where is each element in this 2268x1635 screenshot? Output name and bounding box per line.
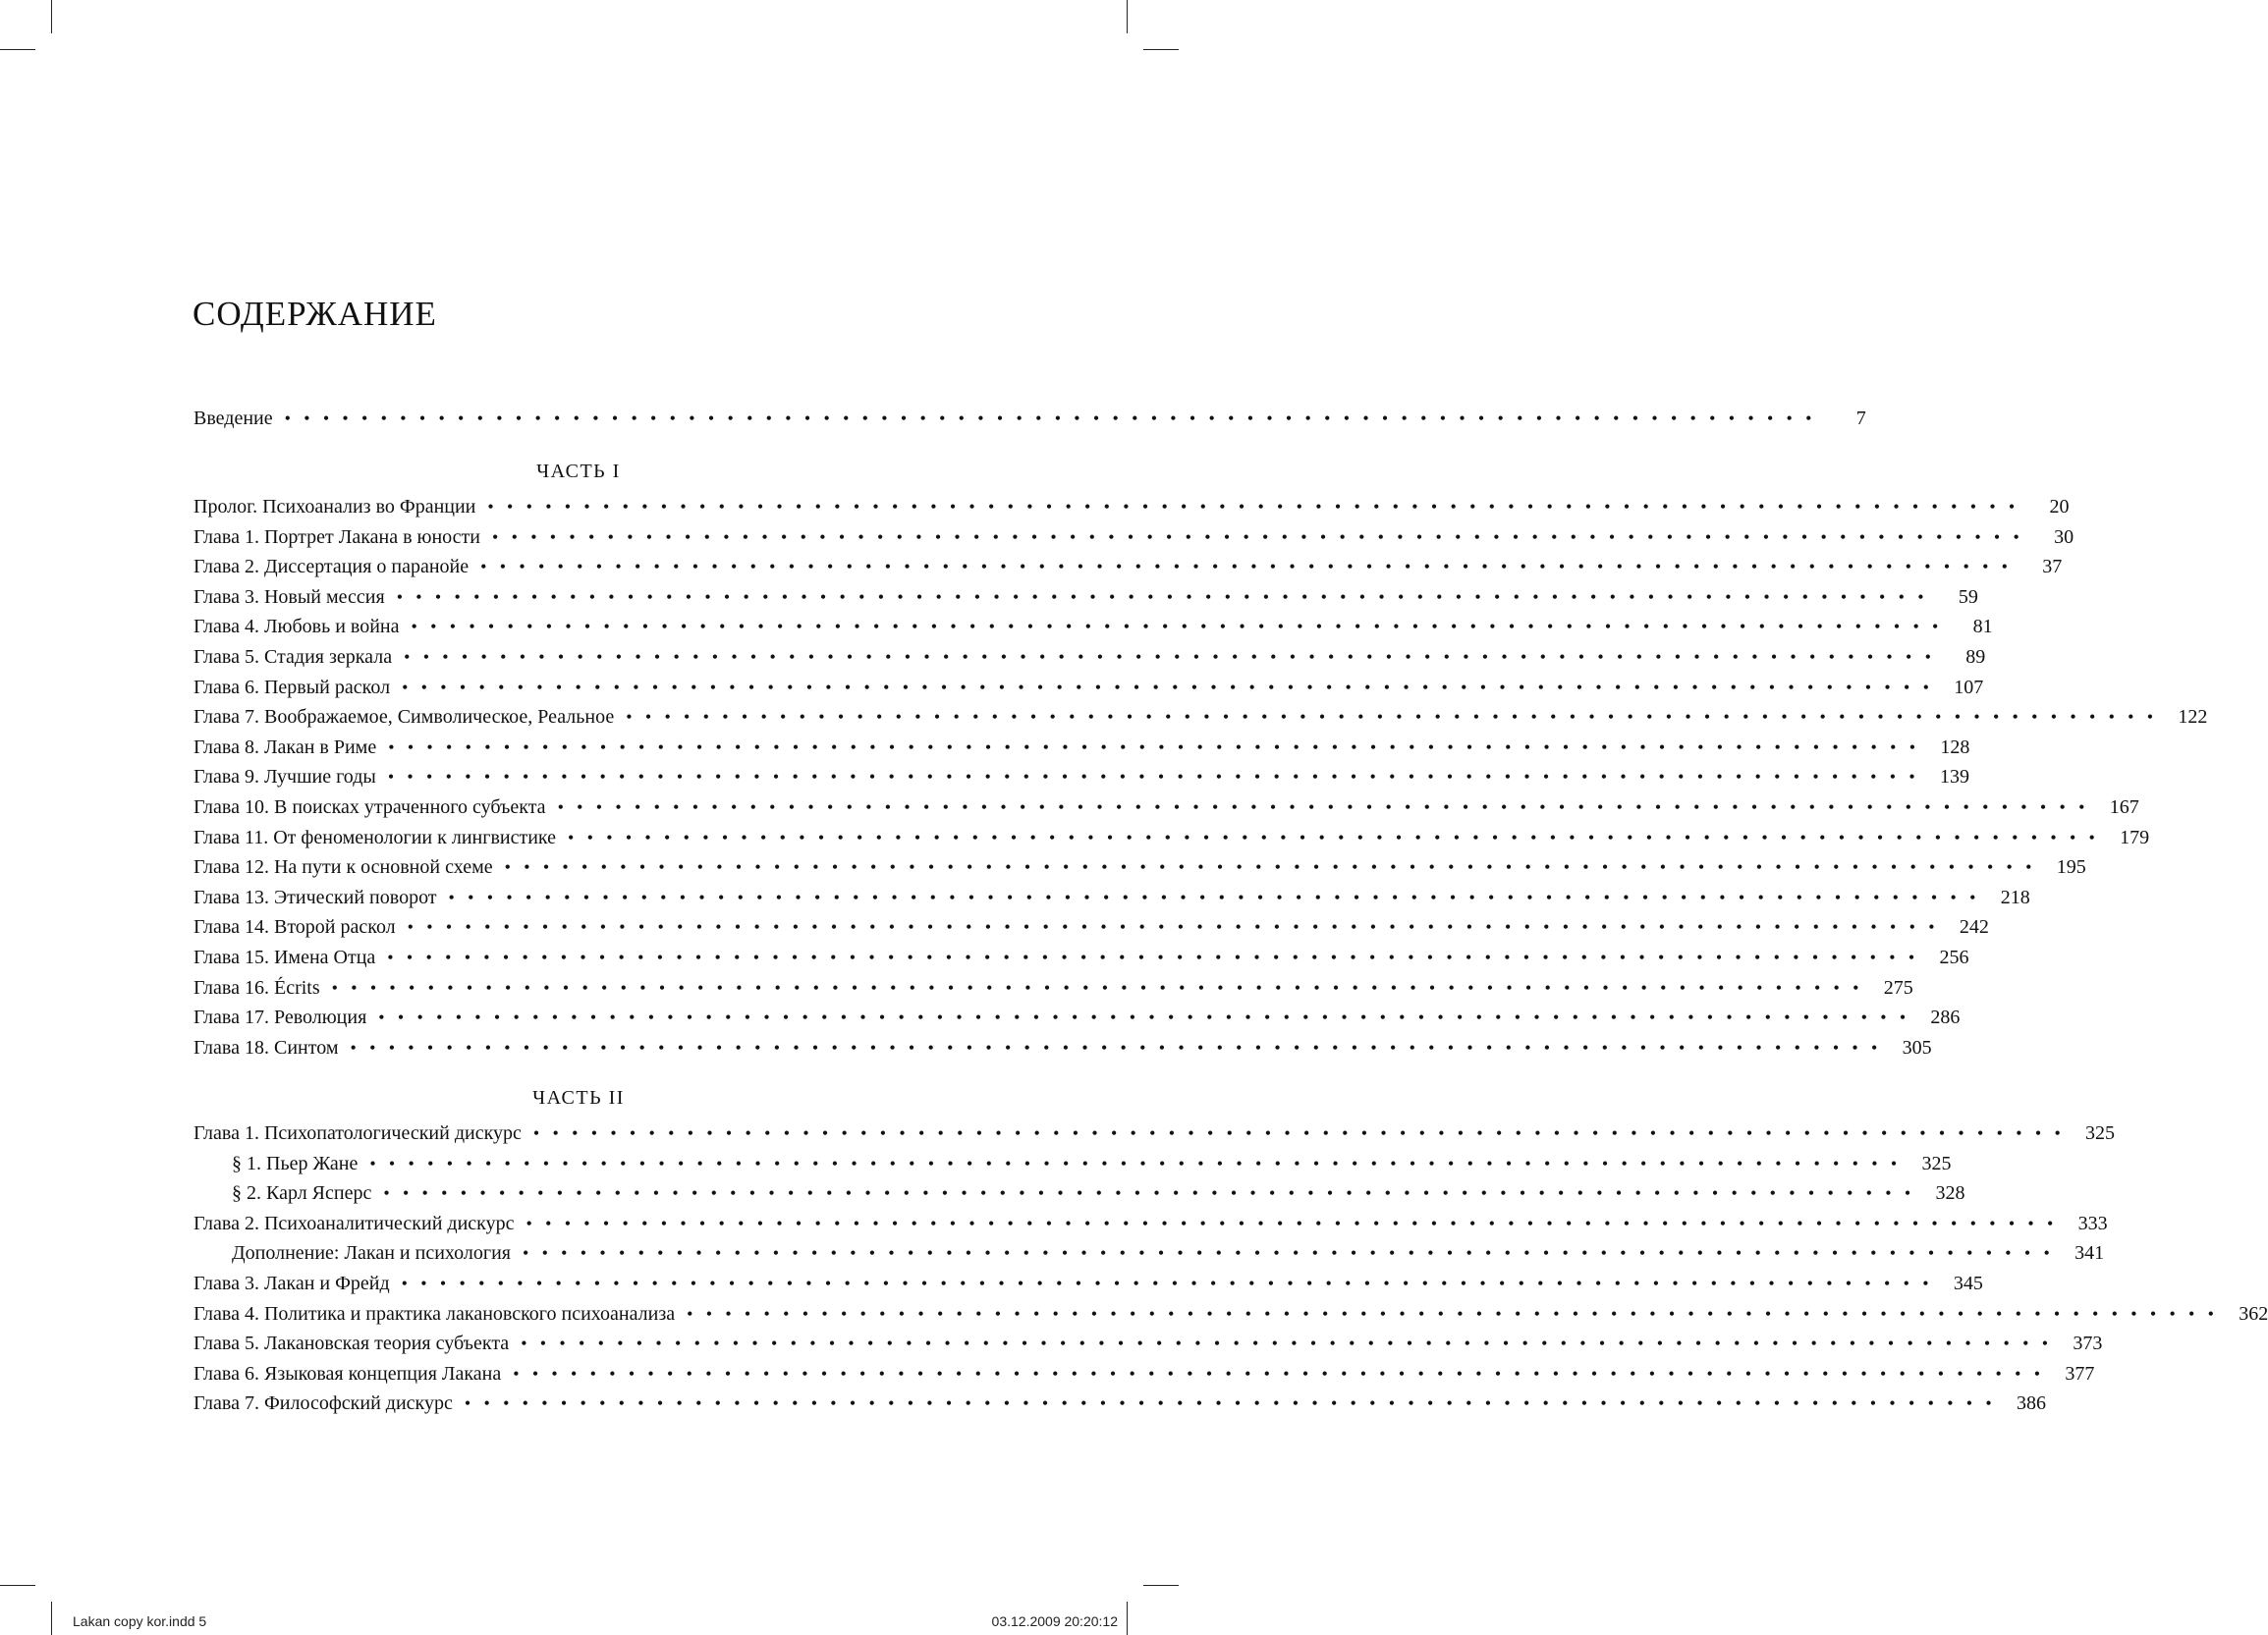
dot-leader: •••••••••••••••••••••••••••••••••••••••••••••••••••••••••••••••••••••••••••••••• (526, 1214, 2067, 1233)
toc-entry-page-number: 275 (1883, 977, 1913, 999)
toc-entry-page-number: 386 (2017, 1392, 2046, 1414)
toc-entry-label: Введение (194, 408, 273, 429)
toc-entry[interactable] (194, 792, 2139, 822)
dot-leader: •••••••••••••••••••••••••••••••••••••••••••••••••••••••••••••••••••••••••••••••• (491, 527, 2033, 547)
toc-entry[interactable] (194, 1389, 2046, 1418)
toc-entry-label: Глава 5. Лакановская теория субъекта (194, 1333, 510, 1354)
crop-mark (51, 0, 52, 33)
crop-mark (0, 49, 35, 50)
toc-entry[interactable] (194, 1299, 2268, 1329)
dot-leader: •••••••••••••••••••••••••••••••••••••••••••••••••••••••••••••••••••••••••••••••• (404, 647, 1945, 667)
dot-leader: •••••••••••••••••••••••••••••••••••••••••••••••••••••••••••••••••••••••••••••••• (626, 707, 2167, 727)
dot-leader: •••••••••••••••••••••••••••••••••••••••••••••••••••••••••••••••••••••••••••••••• (369, 1154, 1910, 1173)
toc-entry-label: Глава 8. Лакан в Риме (194, 736, 377, 758)
toc-entry-label: Глава 7. Воображаемое, Символическое, Реальное (194, 706, 615, 728)
toc-entry-page-number: 305 (1902, 1037, 1932, 1059)
toc-entry-page-number: 20 (2049, 496, 2070, 518)
dot-leader: •••••••••••••••••••••••••••••••••••••••••••••••••••••••••••••••••••••••••••••••• (487, 497, 2028, 517)
toc-entry-page-number: 325 (2085, 1122, 2116, 1144)
dot-leader: •••••••••••••••••••••••••••••••••••••••••••••••••••••••••••••••••••••••••••••••• (532, 1123, 2074, 1143)
toc-entry[interactable] (194, 1329, 2103, 1358)
toc-entry[interactable] (194, 404, 1866, 433)
toc-entry-label: Глава 3. Новый мессия (194, 586, 385, 608)
toc-entry-label: Глава 2. Диссертация о паранойе (194, 556, 470, 577)
dot-leader: •••••••••••••••••••••••••••••••••••••••••••••••••••••••••••••••••••••••••••••••• (378, 1008, 1919, 1027)
dot-leader: •••••••••••••••••••••••••••••••••••••••••••••••••••••••••••••••••••••••••••••••• (522, 1243, 2064, 1263)
toc-entry-label: Глава 3. Лакан и Фрейд (194, 1273, 390, 1294)
toc-entry-label: Глава 4. Политика и практика лакановского психоанализа (194, 1303, 676, 1325)
toc-entry-page-number: 30 (2054, 526, 2074, 548)
toc-entry-label: Дополнение: Лакан и психология (232, 1242, 511, 1264)
toc-entry[interactable] (194, 1359, 2095, 1389)
toc-entry-label: Глава 12. На пути к основной схеме (194, 856, 493, 878)
toc-entry-label: Глава 18. Синтом (194, 1037, 339, 1059)
crop-mark (1143, 49, 1179, 50)
toc-entry-label: Глава 13. Этический поворот (194, 887, 437, 908)
crop-mark (1143, 1585, 1179, 1586)
toc-entry-label: Глава 1. Психопатологический дискурс (194, 1122, 522, 1144)
toc-entry-page-number: 167 (2109, 796, 2139, 818)
toc-entry-page-number: 345 (1953, 1273, 1983, 1294)
toc-entry-label: Глава 5. Стадия зеркала (194, 646, 393, 668)
dot-leader: •••••••••••••••••••••••••••••••••••••••••••••••••••••••••••••••••••••••••••••••• (557, 797, 2098, 817)
toc-entry-page-number: 333 (2077, 1213, 2108, 1234)
dot-leader: •••••••••••••••••••••••••••••••••••••••••••••••••••••••••••••••••••••••••••••••• (396, 587, 1937, 607)
slug-timestamp: 03.12.2009 20:20:12 (991, 1613, 1118, 1629)
toc-entry-page-number: 89 (1965, 646, 1986, 668)
toc-entry[interactable] (194, 1149, 1952, 1178)
toc-entry-page-number: 128 (1940, 736, 1970, 758)
dot-leader: •••••••••••••••••••••••••••••••••••••••••••••••••••••••••••••••••••••••••••••••• (383, 1183, 1924, 1203)
toc-entry[interactable] (194, 733, 1970, 762)
dot-leader: •••••••••••••••••••••••••••••••••••••••••••••••••••••••••••••••••••••••••••••••• (331, 978, 1872, 998)
toc-entry[interactable] (194, 943, 1969, 972)
toc-entry[interactable] (194, 522, 2074, 552)
toc-entry[interactable] (194, 823, 2150, 852)
dot-leader: •••••••••••••••••••••••••••••••••••••••••••••••••••••••••••••••••••••••••••••••• (504, 857, 2045, 877)
toc-entry-page-number: 179 (2120, 827, 2150, 848)
toc-entry[interactable] (194, 642, 1986, 672)
toc-entry-label: Глава 14. Второй раскол (194, 916, 396, 938)
toc-entry-label: Глава 16. Écrits (194, 977, 320, 999)
dot-leader: •••••••••••••••••••••••••••••••••••••••••••••••••••••••••••••••••••••••••••••••• (464, 1393, 2005, 1413)
toc-entry-page-number: 122 (2178, 706, 2208, 728)
crop-mark (1127, 1602, 1128, 1635)
toc-entry-label: Глава 15. Имена Отца (194, 947, 376, 968)
toc-entry-label: Глава 6. Первый раскол (194, 677, 391, 698)
dot-leader: •••••••••••••••••••••••••••••••••••••••••••••••••••••••••••••••••••••••••••••••• (388, 737, 1929, 757)
dot-leader: •••••••••••••••••••••••••••••••••••••••••••••••••••••••••••••••••••••••••••••••• (401, 1274, 1942, 1293)
dot-leader: •••••••••••••••••••••••••••••••••••••••••••••••••••••••••••••••••••••••••••••••• (521, 1334, 2062, 1353)
dot-leader: •••••••••••••••••••••••••••••••••••••••••••••••••••••••••••••••••••••••••••••••• (448, 888, 1989, 907)
dot-leader: •••••••••••••••••••••••••••••••••••••••••••••••••••••••••••••••••••••••••••••••• (402, 678, 1943, 697)
page-title: СОДЕРЖАНИЕ (193, 295, 437, 333)
toc-entry-page-number: 328 (1935, 1182, 1965, 1204)
toc-entry-page-number: 81 (1972, 616, 1993, 637)
dot-leader: •••••••••••••••••••••••••••••••••••••••••••••••••••••••••••••••••••••••••••••••• (350, 1038, 1891, 1058)
toc-entry-page-number: 195 (2056, 856, 2086, 878)
slug-file-name: Lakan copy kor.indd 5 (73, 1613, 207, 1629)
toc-entry-label: Глава 1. Портрет Лакана в юности (194, 526, 480, 548)
dot-leader: •••••••••••••••••••••••••••••••••••••••••••••••••••••••••••••••••••••••••••••••• (687, 1304, 2228, 1324)
toc-entry-page-number: 242 (1959, 916, 1989, 938)
toc-entry-page-number: 341 (2074, 1242, 2105, 1264)
toc-entry-page-number: 377 (2065, 1363, 2095, 1385)
toc-entry-page-number: 325 (1921, 1153, 1952, 1174)
toc-entry-label: Глава 17. Революция (194, 1007, 367, 1028)
toc-entry-page-number: 218 (2000, 887, 2030, 908)
toc-entry-page-number: 286 (1930, 1007, 1961, 1028)
toc-entry-label: Глава 11. От феноменологии к лингвистике (194, 827, 557, 848)
toc-entry[interactable] (194, 552, 2063, 581)
toc-entry-label: § 2. Карл Ясперс (232, 1182, 372, 1204)
toc-entry-label: Пролог. Психоанализ во Франции (194, 496, 476, 518)
toc-entry-page-number: 37 (2042, 556, 2063, 577)
dot-leader: •••••••••••••••••••••••••••••••••••••••••••••••••••••••••••••••••••••••••••••••• (407, 917, 1948, 937)
toc-entry-page-number: 139 (1939, 766, 1969, 788)
toc-entry-page-number: 7 (1855, 408, 1866, 429)
toc-entry-label: Глава 10. В поисках утраченного субъекта (194, 796, 546, 818)
crop-mark (51, 1602, 52, 1635)
toc-entry[interactable] (194, 1118, 2116, 1148)
toc-entry-page-number: 373 (2073, 1333, 2103, 1354)
toc-entry-page-number: 362 (2239, 1303, 2268, 1325)
toc-entry-label: Глава 2. Психоаналитический дискурс (194, 1213, 515, 1234)
toc-entry-label: Глава 9. Лучшие годы (194, 766, 376, 788)
toc-entry[interactable] (194, 1033, 1932, 1063)
toc-entry[interactable] (194, 702, 2208, 732)
toc-entry-label: Глава 6. Языковая концепция Лакана (194, 1363, 502, 1385)
toc-entry[interactable] (194, 973, 1913, 1003)
toc-entry-page-number: 256 (1939, 947, 1969, 968)
toc-entry[interactable] (194, 1178, 1965, 1208)
toc-entry[interactable] (194, 1209, 2108, 1238)
dot-leader: •••••••••••••••••••••••••••••••••••••••••••••••••••••••••••••••••••••••••••••••• (387, 948, 1928, 967)
toc-entry[interactable] (194, 673, 1984, 702)
dot-leader: •••••••••••••••••••••••••••••••••••••••••••••••••••••••••••••••••••••••••••••••• (568, 828, 2109, 847)
toc-entry-label: Глава 4. Любовь и война (194, 616, 400, 637)
toc-entry-label: § 1. Пьер Жане (232, 1153, 359, 1174)
crop-mark (1127, 0, 1128, 33)
dot-leader: •••••••••••••••••••••••••••••••••••••••••••••••••••••••••••••••••••••••••••••••• (284, 409, 1825, 428)
toc-entry-label: Глава 7. Философский дискурс (194, 1392, 453, 1414)
part-heading: ЧАСТЬ II (532, 1087, 625, 1109)
toc-entry[interactable] (194, 1238, 2105, 1268)
toc-entry[interactable] (194, 1269, 1983, 1298)
toc-entry[interactable] (194, 492, 2070, 521)
dot-leader: •••••••••••••••••••••••••••••••••••••••••••••••••••••••••••••••••••••••••••••••• (387, 767, 1928, 787)
toc-entry-page-number: 59 (1958, 586, 1978, 608)
toc-entry[interactable] (194, 883, 2030, 912)
toc-entry[interactable] (194, 612, 1993, 641)
crop-mark (0, 1585, 35, 1586)
part-heading: ЧАСТЬ I (536, 461, 621, 482)
toc-entry[interactable] (194, 1003, 1961, 1032)
toc-entry-page-number: 107 (1954, 677, 1984, 698)
dot-leader: •••••••••••••••••••••••••••••••••••••••••••••••••••••••••••••••••••••••••••••••• (480, 557, 2021, 576)
toc-entry[interactable] (194, 912, 1989, 942)
toc-entry[interactable] (194, 852, 2086, 882)
dot-leader: •••••••••••••••••••••••••••••••••••••••••••••••••••••••••••••••••••••••••••••••• (411, 617, 1952, 636)
toc-entry[interactable] (194, 762, 1969, 791)
toc-entry[interactable] (194, 582, 1978, 612)
dot-leader: •••••••••••••••••••••••••••••••••••••••••••••••••••••••••••••••••••••••••••••••• (513, 1364, 2054, 1384)
